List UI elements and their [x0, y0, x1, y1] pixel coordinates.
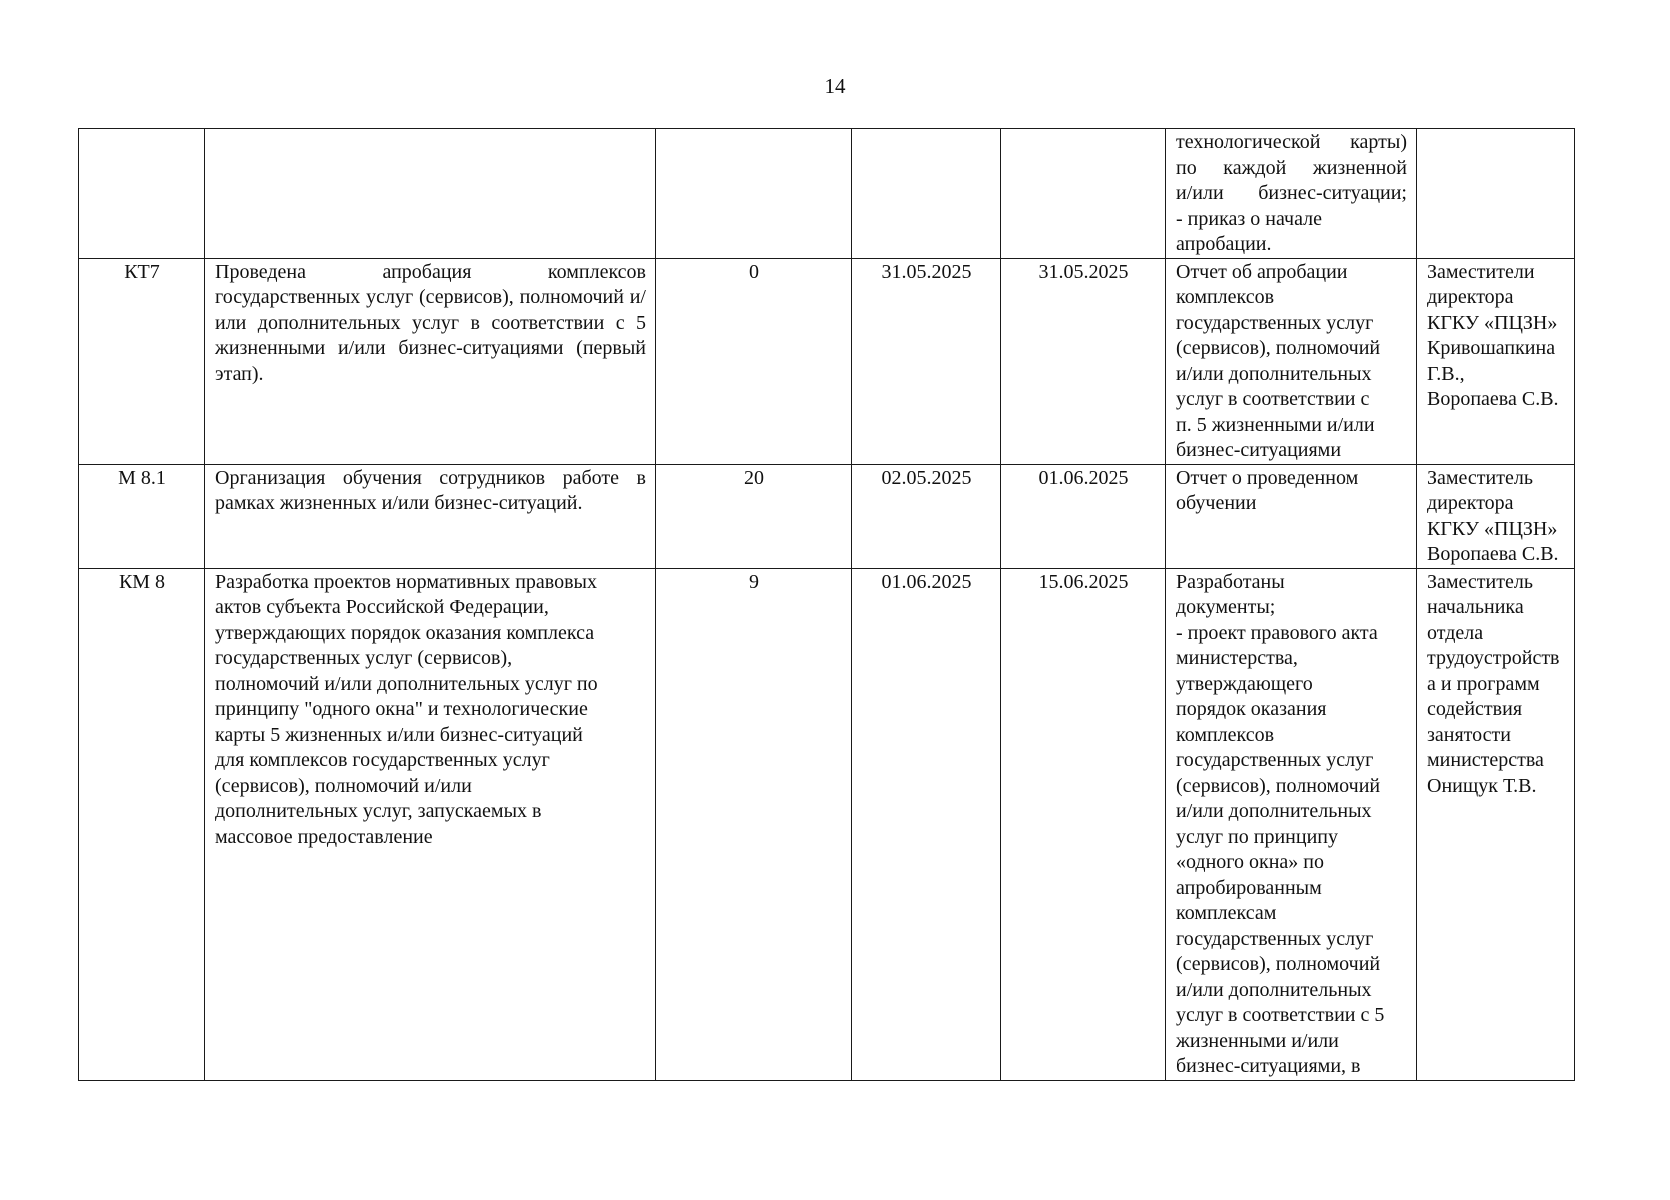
row-result: [1166, 129, 1417, 259]
table-row: [79, 568, 1575, 1080]
row-start-date: [852, 129, 1001, 259]
row-responsible: Заместители директора КГКУ «ПЦЗН» Кривошапкина Г.В., Воропаева С.В.: [1417, 258, 1575, 464]
row-result: Отчет об апробации комплексов государственных услуг (сервисов), полномочий и/или дополнительных услуг в соответствии с п. 5 жизненными и/или бизнес-ситуациями: [1166, 258, 1417, 464]
row-end-date: 31.05.2025: [1001, 258, 1166, 464]
row-code: КТ7: [79, 258, 205, 464]
row-end-date: [1001, 129, 1166, 259]
result-line: и/или бизнес-ситуации;: [1176, 182, 1407, 204]
plan-table: [78, 128, 1575, 1081]
row-name: Организация обучения сотрудников работе в рамках жизненных и/или бизнес-ситуаций.: [205, 464, 656, 568]
row-result: Отчет о проведенном обучении: [1166, 464, 1417, 568]
row-duration: 20: [656, 464, 852, 568]
row-responsible: [1417, 129, 1575, 259]
table-row: [79, 258, 1575, 464]
row-start-date: 02.05.2025: [852, 464, 1001, 568]
row-end-date: 01.06.2025: [1001, 464, 1166, 568]
row-end-date: 15.06.2025: [1001, 568, 1166, 1080]
row-duration: 9: [656, 568, 852, 1080]
row-code: М 8.1: [79, 464, 205, 568]
row-duration: [656, 129, 852, 259]
result-line: по каждой жизненной: [1176, 156, 1407, 179]
row-code: [79, 129, 205, 259]
row-duration: 0: [656, 258, 852, 464]
result-line: технологической карты): [1176, 131, 1407, 153]
table-row: [79, 129, 1575, 259]
row-start-date: 01.06.2025: [852, 568, 1001, 1080]
row-result: Разработаны документы; - проект правового акта министерства, утверждающего порядок оказания комплексов государственных услуг (сервисов), полномочий и/или дополнительных услуг по принципу «одного окна» по апробированным комплексам государственных услуг (сервисов), полномочий и/или дополнительных услуг в соответствии с 5 жизненными и/или бизнес-ситуациями, в: [1166, 568, 1417, 1080]
table-row: [79, 464, 1575, 568]
row-name: Разработка проектов нормативных правовых актов субъекта Российской Федерации, утверждающих порядок оказания комплекса государственных услуг (сервисов), полномочий и/или дополнительных услуг по принципу "одного окна" и технологические карты 5 жизненных и/или бизнес-ситуаций для комплексов государственных услуг (сервисов), полномочий и/или дополнительных услуг, запускаемых в массовое предоставление: [205, 568, 656, 1080]
row-start-date: 31.05.2025: [852, 258, 1001, 464]
row-code: КМ 8: [79, 568, 205, 1080]
result-line: - приказ о начале: [1176, 207, 1323, 230]
row-name: Проведена апробация комплексов государственных услуг (сервисов), полномочий и/или дополнительных услуг в соответствии с 5 жизненными и/или бизнес-ситуациями (первый этап).: [205, 258, 656, 464]
row-name: [205, 129, 656, 259]
row-responsible: Заместитель начальника отдела трудоустройств а и программ содействия занятости министерства Онищук Т.В.: [1417, 568, 1575, 1080]
result-line: апробации.: [1176, 233, 1272, 255]
page-number: 14: [824, 74, 846, 98]
row-responsible: Заместитель директора КГКУ «ПЦЗН» Воропаева С.В.: [1417, 464, 1575, 568]
